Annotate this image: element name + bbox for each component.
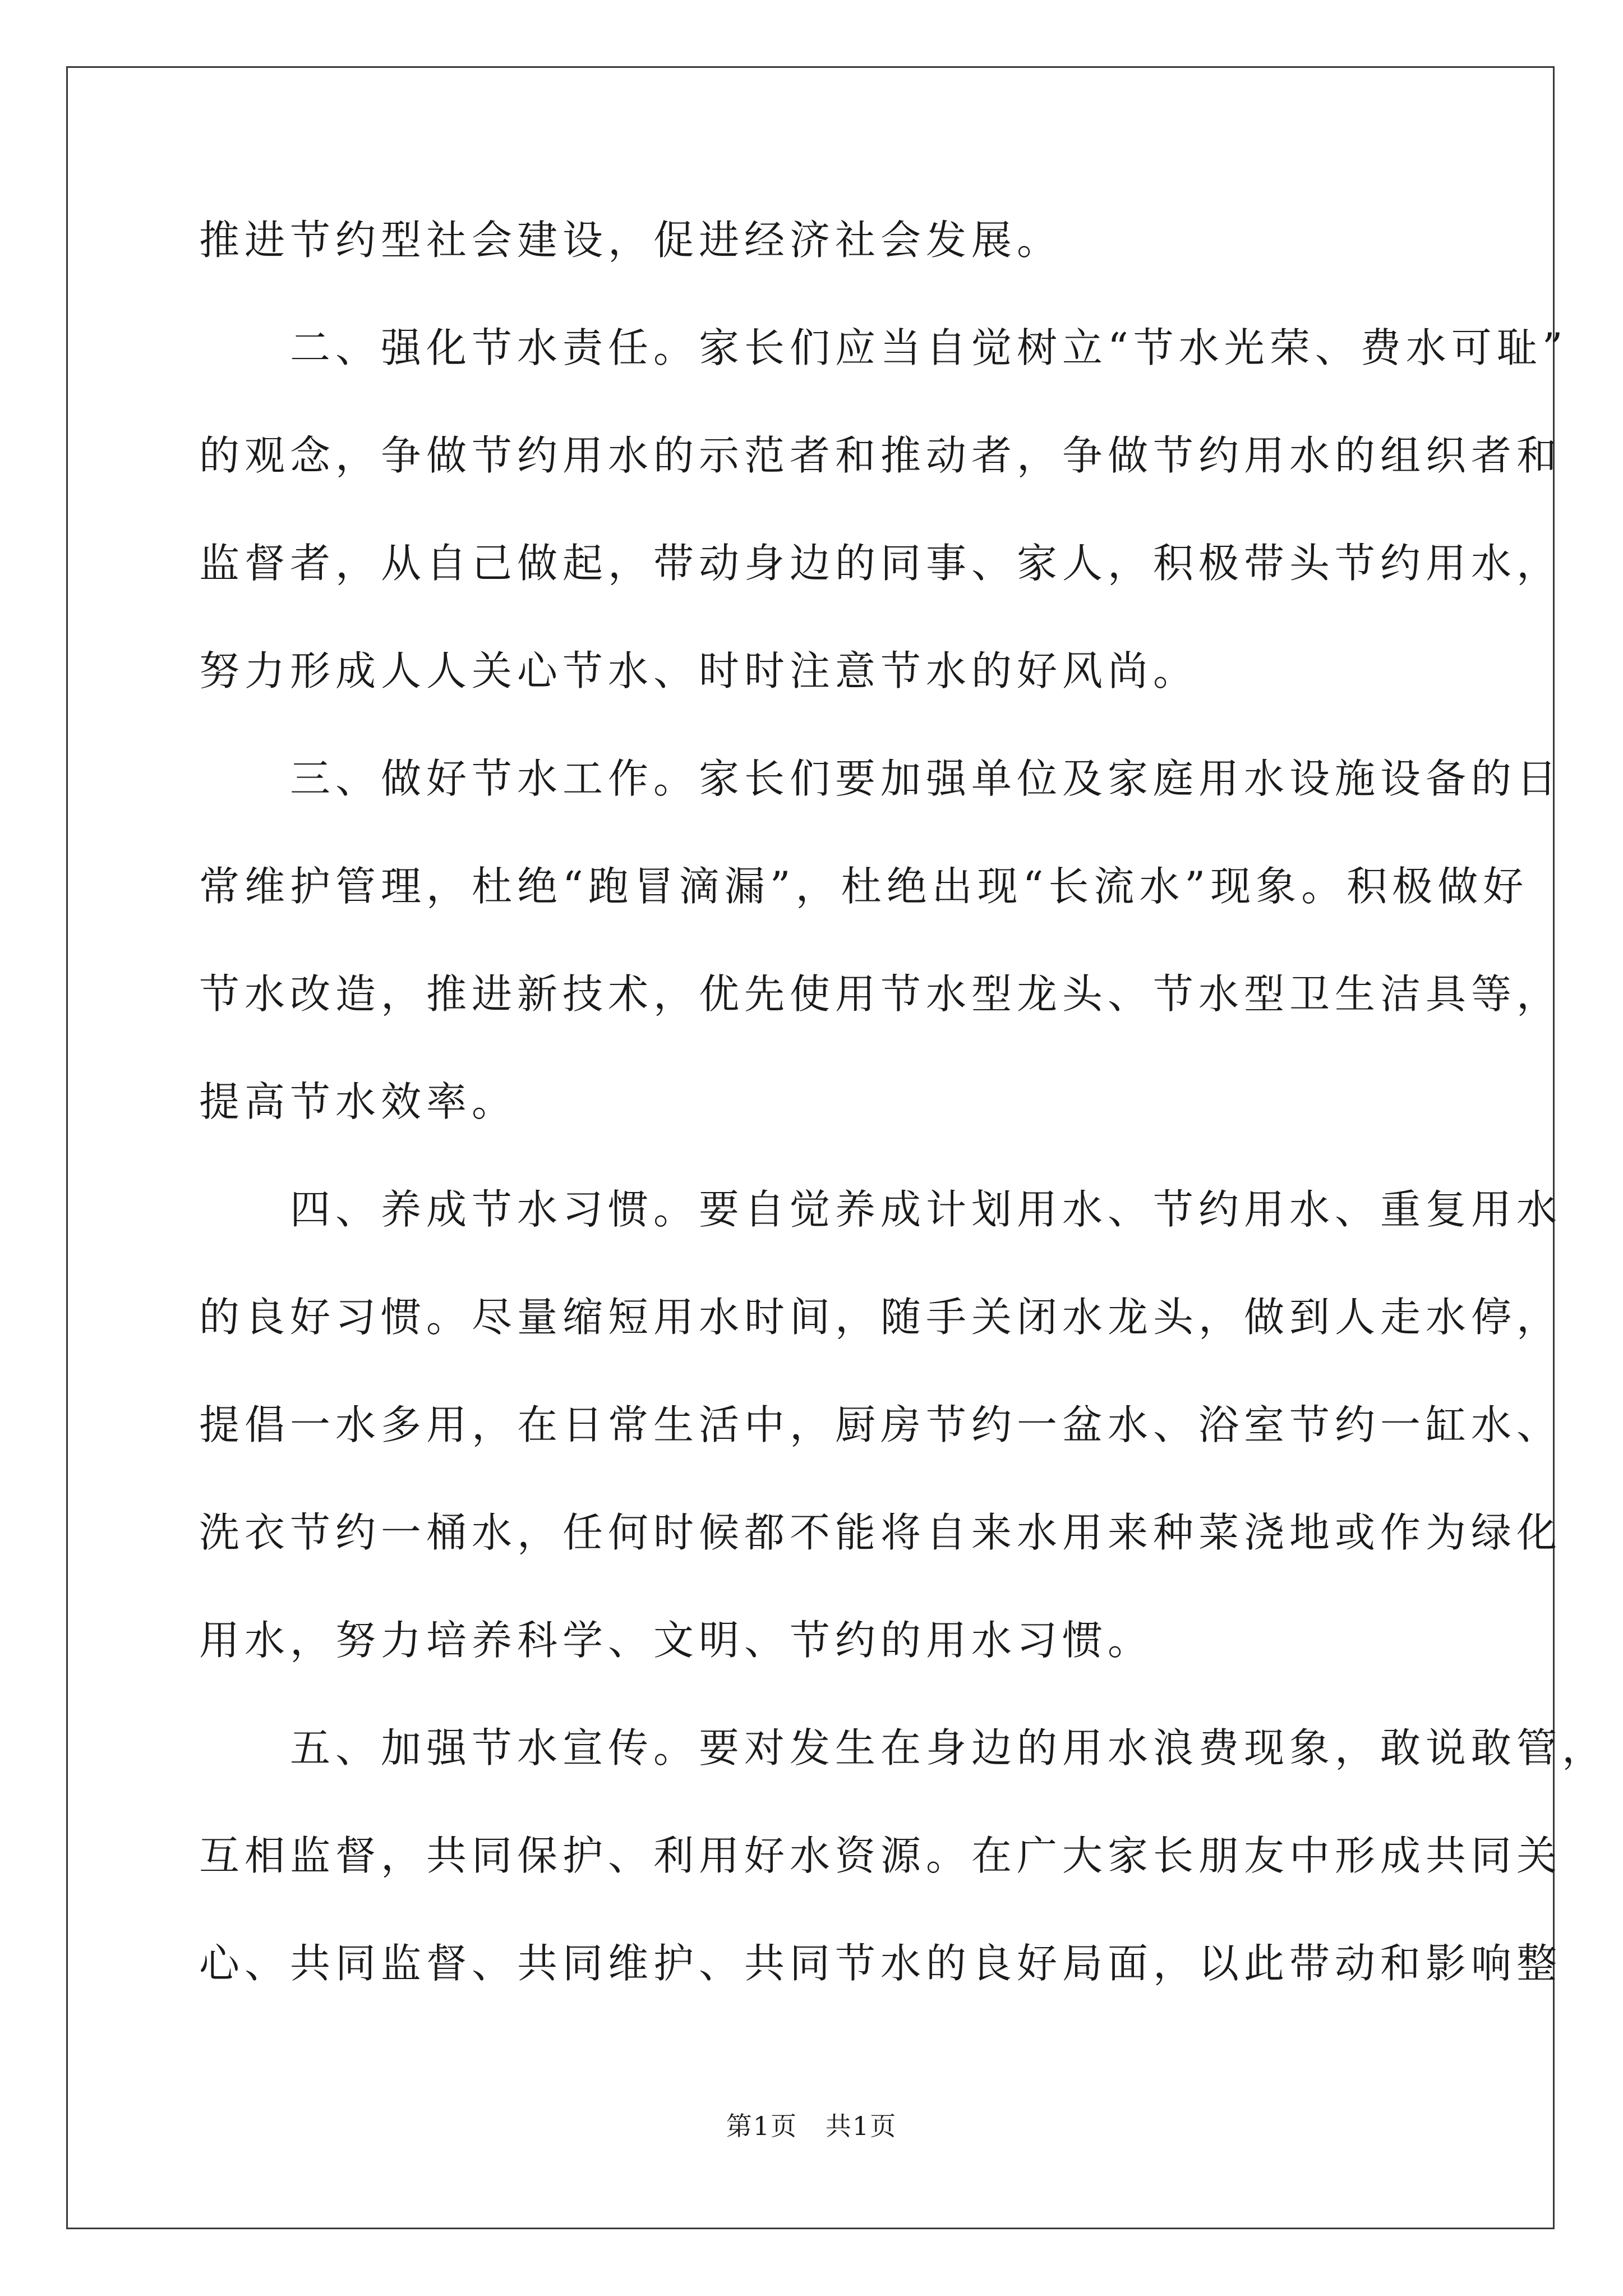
text-line: 的良好习惯。尽量缩短用水时间，随手关闭水龙头，做到人走水停，: [199, 1294, 1562, 1341]
text-line: 心、共同监督、共同维护、共同节水的良好局面，以此带动和影响整: [199, 1940, 1562, 1987]
text-line: 四、养成节水习惯。要自觉养成计划用水、节约用水、重复用水: [199, 1186, 1562, 1233]
text-line: 推进节约型社会建设，促进经济社会发展。: [199, 217, 1063, 264]
text-line: 用水，努力培养科学、文明、节约的用水习惯。: [199, 1617, 1154, 1664]
text-line: 三、做好节水工作。家长们要加强单位及家庭用水设施设备的日: [199, 755, 1562, 802]
text-line: 的观念，争做节约用水的示范者和推动者，争做节约用水的组织者和: [199, 432, 1562, 479]
text-line: 五、加强节水宣传。要对发生在身边的用水浪费现象，敢说敢管，: [199, 1724, 1608, 1772]
page-border: [66, 66, 1555, 2229]
text-line: 二、强化节水责任。家长们应当自觉树立“节水光荣、费水可耻”: [199, 324, 1568, 371]
text-line: 互相监督，共同保护、利用好水资源。在广大家长朋友中形成共同关: [199, 1832, 1562, 1879]
text-line: 节水改造，推进新技术，优先使用节水型龙头、节水型卫生洁具等，: [199, 970, 1562, 1018]
text-line: 常维护管理，杜绝“跑冒滴漏”，杜绝出现“长流水”现象。积极做好: [199, 863, 1529, 910]
text-line: 努力形成人人关心节水、时时注意节水的好风尚。: [199, 647, 1199, 694]
text-line: 监督者，从自己做起，带动身边的同事、家人，积极带头节约用水，: [199, 540, 1562, 587]
text-line: 洗衣节约一桶水，任何时候都不能将自来水用来种菜浇地或作为绿化: [199, 1509, 1562, 1556]
text-line: 提倡一水多用，在日常生活中，厨房节约一盆水、浴室节约一缸水、: [199, 1401, 1562, 1448]
page-number-footer: 第1页 共1页: [726, 2111, 897, 2141]
text-line: 提高节水效率。: [199, 1078, 518, 1125]
